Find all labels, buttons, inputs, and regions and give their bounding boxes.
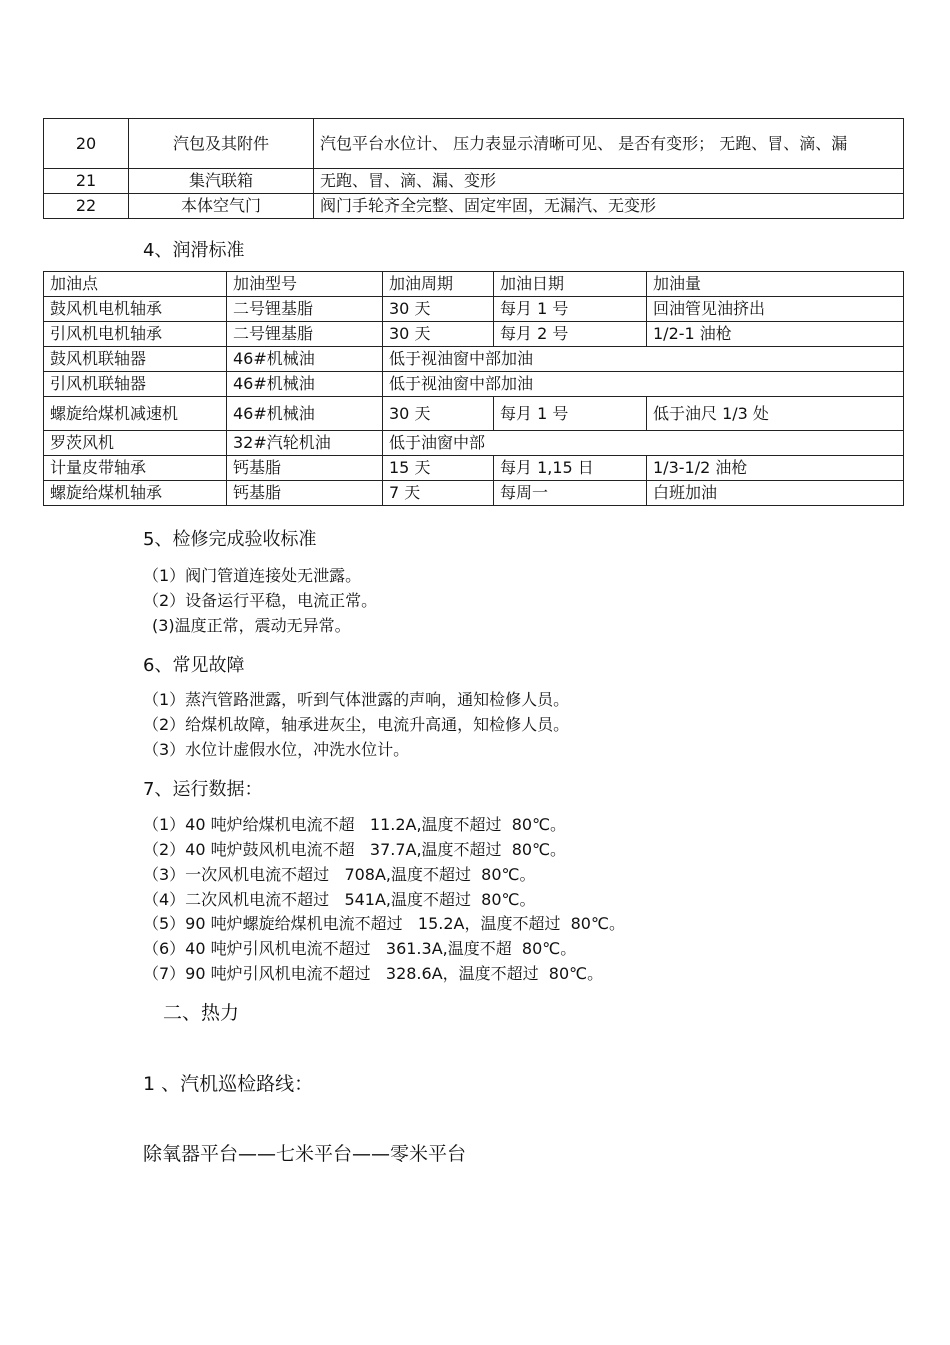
table-row bbox=[44, 194, 904, 219]
lube-note: 低于油窗中部 bbox=[383, 431, 904, 456]
table-row bbox=[44, 169, 904, 194]
list-item: （3）一次风机电流不超过 708A,温度不超过 80℃。 bbox=[143, 865, 536, 884]
lube-period: 30 天 bbox=[383, 297, 494, 322]
lube-date: 每月 1,15 日 bbox=[494, 456, 647, 481]
lube-point: 螺旋给煤机轴承 bbox=[44, 481, 227, 506]
lube-point: 鼓风机电机轴承 bbox=[44, 297, 227, 322]
list-item: (3)温度正常，震动无异常。 bbox=[152, 616, 351, 635]
inspection-table bbox=[43, 118, 904, 219]
item-standard: 阀门手轮齐全完整、固定牢固，无漏汽、无变形 bbox=[314, 194, 904, 219]
item-name: 汽包及其附件 bbox=[129, 119, 314, 169]
table-row bbox=[44, 372, 904, 397]
list-item: （3）水位计虚假水位，冲洗水位计。 bbox=[143, 740, 410, 759]
item-number: 21 bbox=[44, 169, 129, 194]
section-4-title: 4、润滑标准 bbox=[143, 240, 245, 261]
lube-qty: 1/2-1 油枪 bbox=[647, 322, 904, 347]
lube-type: 46#机械油 bbox=[227, 372, 383, 397]
lube-date: 每月 1 号 bbox=[494, 397, 647, 431]
lube-point: 鼓风机联轴器 bbox=[44, 347, 227, 372]
lube-point: 计量皮带轴承 bbox=[44, 456, 227, 481]
lube-point: 引风机电机轴承 bbox=[44, 322, 227, 347]
table-header-row bbox=[44, 272, 904, 297]
lube-qty: 1/3-1/2 油枪 bbox=[647, 456, 904, 481]
lube-type: 32#汽轮机油 bbox=[227, 431, 383, 456]
lube-point: 螺旋给煤机减速机 bbox=[44, 397, 227, 431]
item-standard: 无跑、冒、滴、漏、变形 bbox=[314, 169, 904, 194]
list-item: （6）40 吨炉引风机电流不超过 361.3A,温度不超 80℃。 bbox=[143, 939, 577, 958]
table-row bbox=[44, 456, 904, 481]
list-item: （2）40 吨炉鼓风机电流不超 37.7A,温度不超过 80℃。 bbox=[143, 840, 567, 859]
table-row bbox=[44, 297, 904, 322]
lube-period: 7 天 bbox=[383, 481, 494, 506]
item-number: 22 bbox=[44, 194, 129, 219]
item-number: 20 bbox=[44, 119, 129, 169]
subsection-title: 1 、汽机巡检路线： bbox=[143, 1073, 314, 1095]
lube-type: 46#机械油 bbox=[227, 347, 383, 372]
item-name: 集汽联箱 bbox=[129, 169, 314, 194]
table-row bbox=[44, 481, 904, 506]
table-row bbox=[44, 397, 904, 431]
lube-type: 46#机械油 bbox=[227, 397, 383, 431]
table-row bbox=[44, 119, 904, 169]
lube-note: 低于视油窗中部加油 bbox=[383, 372, 904, 397]
table-row bbox=[44, 347, 904, 372]
list-item: （1）阀门管道连接处无泄露。 bbox=[143, 566, 362, 585]
header-qty: 加油量 bbox=[647, 272, 904, 297]
list-item: （2）给煤机故障，轴承进灰尘，电流升高通，知检修人员。 bbox=[143, 715, 570, 734]
list-item: （1）40 吨炉给煤机电流不超 11.2A,温度不超过 80℃。 bbox=[143, 815, 567, 834]
lube-date: 每月 1 号 bbox=[494, 297, 647, 322]
list-item: （2）设备运行平稳，电流正常。 bbox=[143, 591, 378, 610]
lube-type: 钙基脂 bbox=[227, 481, 383, 506]
lube-period: 15 天 bbox=[383, 456, 494, 481]
header-date: 加油日期 bbox=[494, 272, 647, 297]
lube-point: 罗茨风机 bbox=[44, 431, 227, 456]
lube-period: 30 天 bbox=[383, 397, 494, 431]
part-2-title: 二、热力 bbox=[163, 1002, 240, 1024]
route-text: 除氧器平台——七米平台——零米平台 bbox=[143, 1143, 467, 1165]
section-5-title: 5、检修完成验收标准 bbox=[143, 529, 317, 550]
section-6-title: 6、常见故障 bbox=[143, 655, 245, 676]
list-item: （5）90 吨炉螺旋给煤机电流不超过 15.2A，温度不超过 80℃。 bbox=[143, 914, 625, 933]
lube-date: 每月 2 号 bbox=[494, 322, 647, 347]
lube-type: 二号锂基脂 bbox=[227, 297, 383, 322]
table-row bbox=[44, 322, 904, 347]
list-item: （7）90 吨炉引风机电流不超过 328.6A，温度不超过 80℃。 bbox=[143, 964, 604, 983]
item-name: 本体空气门 bbox=[129, 194, 314, 219]
lube-type: 二号锂基脂 bbox=[227, 322, 383, 347]
lube-point: 引风机联轴器 bbox=[44, 372, 227, 397]
lube-period: 30 天 bbox=[383, 322, 494, 347]
lube-type: 钙基脂 bbox=[227, 456, 383, 481]
header-type: 加油型号 bbox=[227, 272, 383, 297]
item-standard: 汽包平台水位计、 压力表显示清晰可见、 是否有变形； 无跑、冒、滴、漏 bbox=[314, 119, 904, 169]
lube-qty: 低于油尺 1/3 处 bbox=[647, 397, 904, 431]
section-7-title: 7、运行数据： bbox=[143, 779, 263, 800]
lube-qty: 白班加油 bbox=[647, 481, 904, 506]
list-item: （1）蒸汽管路泄露，听到气体泄露的声响，通知检修人员。 bbox=[143, 690, 570, 709]
lubrication-table bbox=[43, 271, 904, 506]
lube-note: 低于视油窗中部加油 bbox=[383, 347, 904, 372]
header-period: 加油周期 bbox=[383, 272, 494, 297]
lube-qty: 回油管见油挤出 bbox=[647, 297, 904, 322]
table-row bbox=[44, 431, 904, 456]
lube-date: 每周一 bbox=[494, 481, 647, 506]
header-point: 加油点 bbox=[44, 272, 227, 297]
list-item: （4）二次风机电流不超过 541A,温度不超过 80℃。 bbox=[143, 890, 536, 909]
